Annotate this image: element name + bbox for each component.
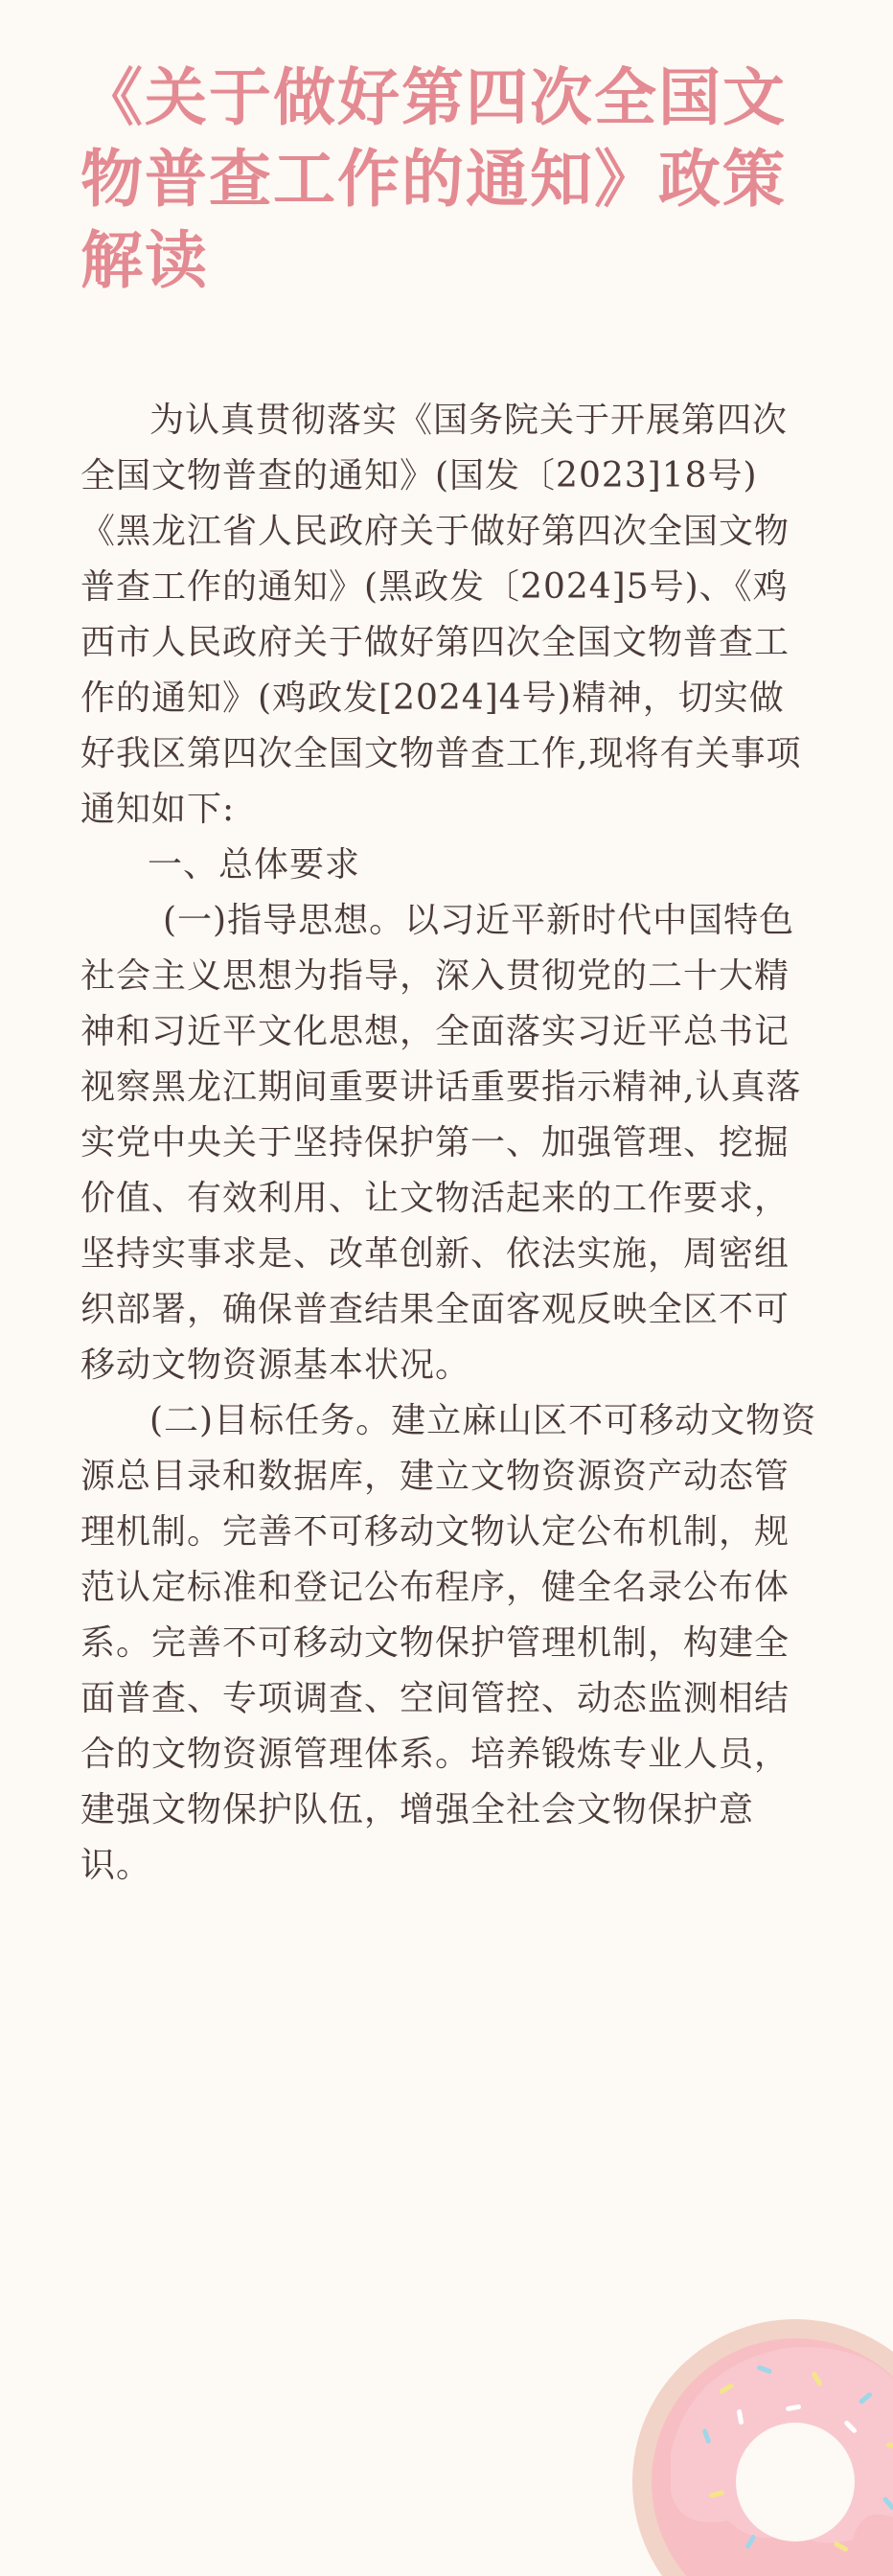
guiding-ideology-paragraph: (一)指导思想。以习近平新时代中国特色社会主义思想为指导，深入贯彻党的二十大精神和习近平文化思想，全面落实习近平总书记视察黑龙江期间重要讲话重要指示精神,认真落实党中央关于坚持保护第一、加强管理、挖掘价值、有效利用、让文物活起来的工作要求，坚持实事求是、改革创新、依法实施，周密组织部署，确保普查结果全面客观反映全区不可移动文物资源基本状况。: [80, 901, 802, 1385]
intro-paragraph: 为认真贯彻落实《国务院关于开展第四次全国文物普查的通知》(国发〔2023]18号)《黑龙江省人民政府关于做好第四次全国文物普查工作的通知》(黑政发〔2024]5号)、《鸡西市人民政府关于做好第四次全国文物普查工作的通知》(鸡政发[2024]4号)精神，切实做好我区第四次全国文物普查工作,现将有关事项通知如下:: [80, 401, 802, 829]
donut-decoration-icon: [613, 2300, 893, 2576]
section-heading: 一、总体要求: [148, 845, 361, 885]
document-body: [80, 393, 818, 1894]
target-tasks-paragraph: (二)目标任务。建立麻山区不可移动文物资源总目录和数据库，建立文物资源资产动态管理机制。完善不可移动文物认定公布机制，规范认定标准和登记公布程序，健全名录公布体系。完善不可移动文物保护管理机制，构建全面普查、专项调查、空间管控、动态监测相结合的文物资源管理体系。培养锻炼专业人员，建强文物保护队伍，增强全社会文物保护意识。: [80, 1401, 817, 1885]
page-title: 《关于做好第四次全国文物普查工作的通知》政策解读: [80, 61, 788, 297]
